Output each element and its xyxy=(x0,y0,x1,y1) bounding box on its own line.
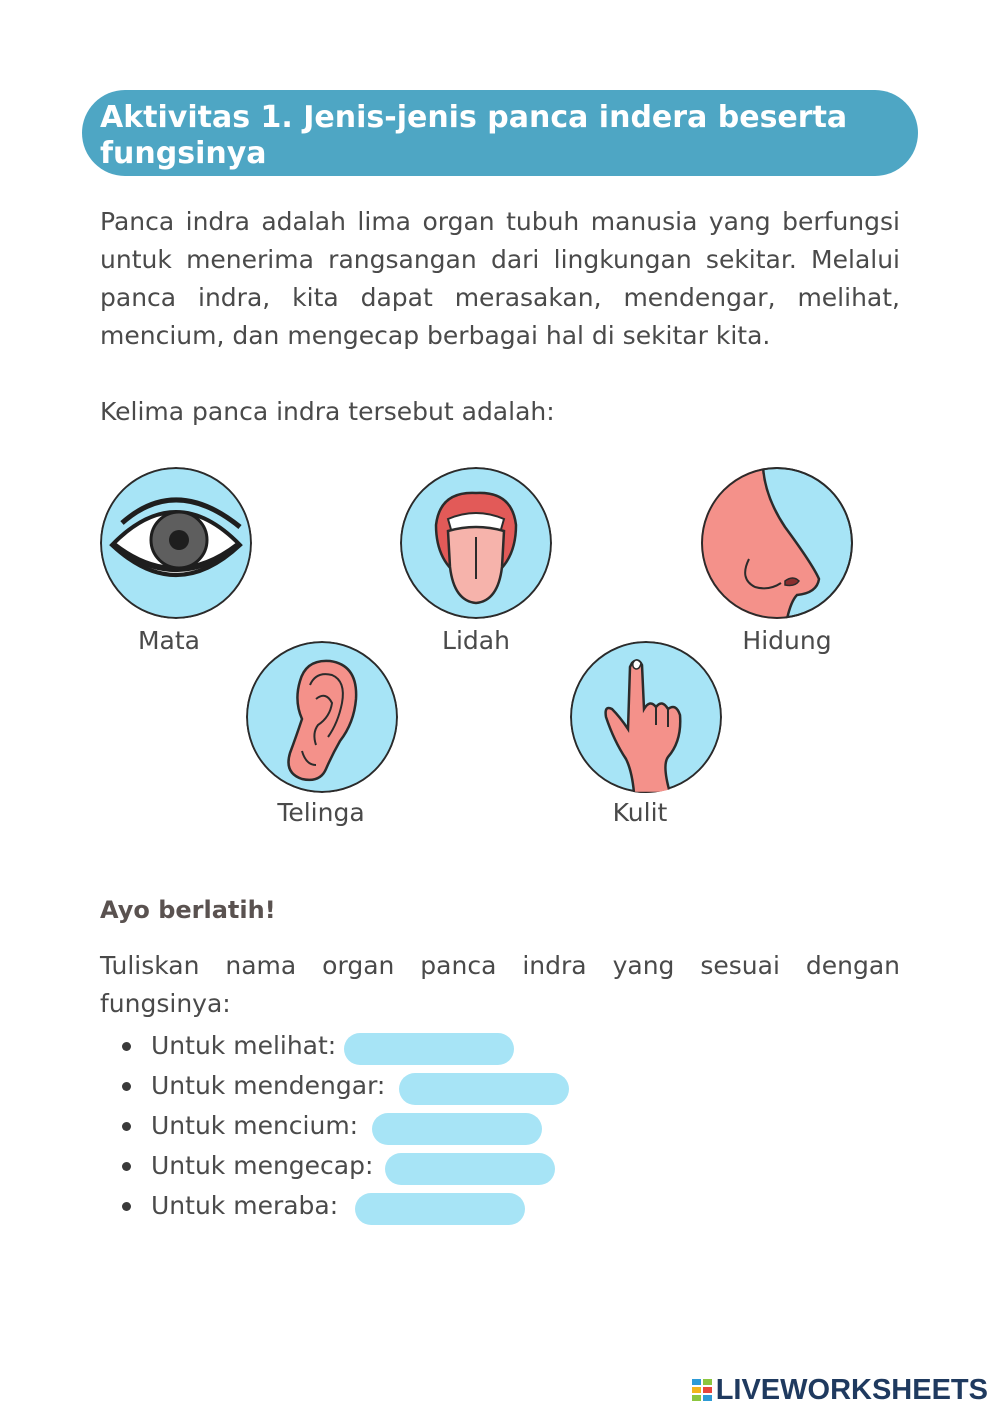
hand-icon xyxy=(570,641,722,793)
answer-input-mendengar[interactable] xyxy=(399,1073,569,1105)
nose-illustration xyxy=(701,467,853,619)
label-telinga: Telinga xyxy=(277,798,365,827)
exercise-heading: Ayo berlatih! xyxy=(100,896,276,924)
eye-illustration xyxy=(100,467,252,619)
hand-illustration xyxy=(570,641,722,793)
intro-lead: Kelima panca indra tersebut adalah: xyxy=(100,397,555,426)
activity-title: Aktivitas 1. Jenis-jenis panca indera beserta fungsinya xyxy=(100,100,848,171)
answer-input-meraba[interactable] xyxy=(355,1193,525,1225)
logo-mark-icon xyxy=(691,1378,713,1402)
bullet-icon xyxy=(122,1122,131,1131)
tongue-illustration xyxy=(400,467,552,619)
exercise-instruction: Tuliskan nama organ panca indra yang sesuai dengan fungsinya: xyxy=(100,951,900,1018)
logo-text: LIVEWORKSHEETS xyxy=(715,1373,988,1406)
intro-paragraph: Panca indra adalah lima organ tubuh manusia yang berfungsi untuk menerima rangsangan dari lingkungan sekitar. Melalui panca indra, kita dapat merasakan, mendengar, melihat, mencium, dan mengecap berbagai hal di sekitar kita. xyxy=(100,207,900,350)
bullet-icon xyxy=(122,1042,131,1051)
item-label: Untuk melihat: xyxy=(151,1031,337,1060)
activity-banner xyxy=(82,90,918,176)
item-label: Untuk mencium: xyxy=(151,1111,359,1140)
answer-input-melihat[interactable] xyxy=(344,1033,514,1065)
label-lidah: Lidah xyxy=(442,626,510,655)
bullet-icon xyxy=(122,1082,131,1091)
answer-input-mencium[interactable] xyxy=(372,1113,542,1145)
bullet-icon xyxy=(122,1162,131,1171)
bullet-icon xyxy=(122,1202,131,1211)
item-label: Untuk mengecap: xyxy=(151,1151,374,1180)
item-label: Untuk mendengar: xyxy=(151,1071,386,1100)
ear-icon xyxy=(246,641,398,793)
liveworksheets-logo xyxy=(691,1374,988,1406)
ear-illustration xyxy=(246,641,398,793)
label-hidung: Hidung xyxy=(742,626,832,655)
item-label: Untuk meraba: xyxy=(151,1191,339,1220)
label-kulit: Kulit xyxy=(612,798,668,827)
eye-icon xyxy=(100,467,252,619)
label-mata: Mata xyxy=(137,626,200,655)
nose-icon xyxy=(701,467,853,619)
answer-input-mengecap[interactable] xyxy=(385,1153,555,1185)
tongue-icon xyxy=(400,467,552,619)
